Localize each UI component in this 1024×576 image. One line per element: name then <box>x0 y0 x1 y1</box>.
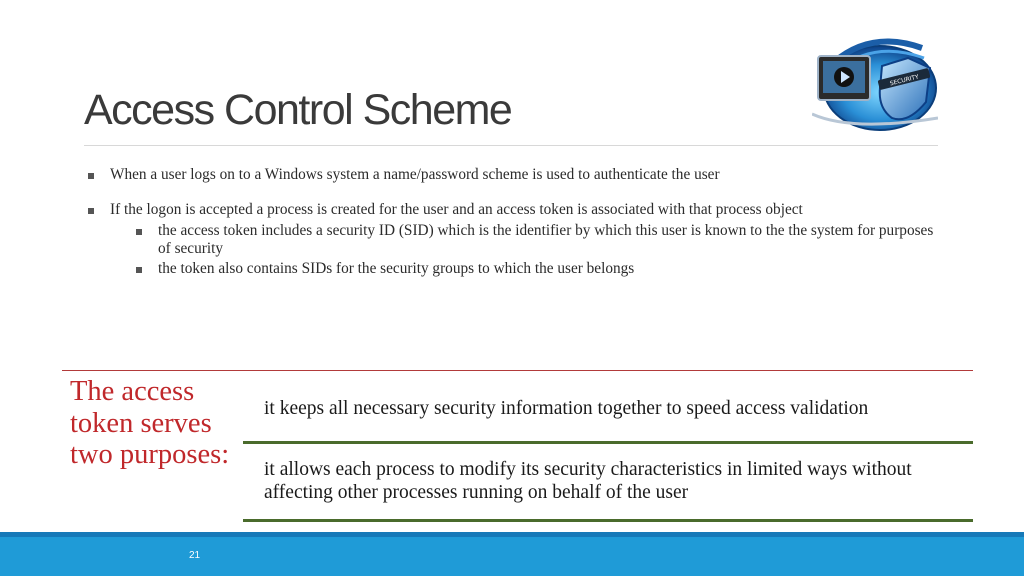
logo-text: SECURITY <box>889 73 920 88</box>
square-bullet-icon <box>88 208 94 214</box>
bullet-list <box>88 162 948 281</box>
security-shield-logo-icon <box>812 22 938 132</box>
footer-bar <box>0 537 1024 576</box>
bullet-item <box>88 201 948 219</box>
bullet-item <box>88 166 948 184</box>
sub-bullet-item <box>136 222 948 257</box>
square-bullet-icon <box>136 267 142 273</box>
page-title: Access Control Scheme <box>84 86 512 134</box>
bullet-text: If the logon is accepted a process is created for the user and an access token is associated with that process object <box>110 200 803 218</box>
purpose-row: it keeps all necessary security information together to speed access validation <box>264 398 869 419</box>
sub-bullet-item <box>136 260 948 278</box>
purpose-label: The access token serves two purposes: <box>70 376 230 470</box>
section-divider <box>62 370 973 371</box>
purpose-row: it allows each process to modify its security characteristics in limited ways without affecting other processes running on behalf of the user <box>264 459 912 503</box>
bullet-text: When a user logs on to a Windows system a name/password scheme is used to authenticate the user <box>110 166 720 183</box>
page-number: 21 <box>189 550 201 561</box>
square-bullet-icon <box>136 229 142 235</box>
sub-bullet-text: the access token includes a security ID (SID) which is the identifier by which this user is known to the the system for purposes of security <box>158 222 934 257</box>
row-divider <box>243 441 973 444</box>
title-divider <box>84 145 938 146</box>
row-divider <box>243 519 973 522</box>
sub-bullet-text: the token also contains SIDs for the security groups to which the user belongs <box>158 260 635 277</box>
square-bullet-icon <box>88 173 94 179</box>
